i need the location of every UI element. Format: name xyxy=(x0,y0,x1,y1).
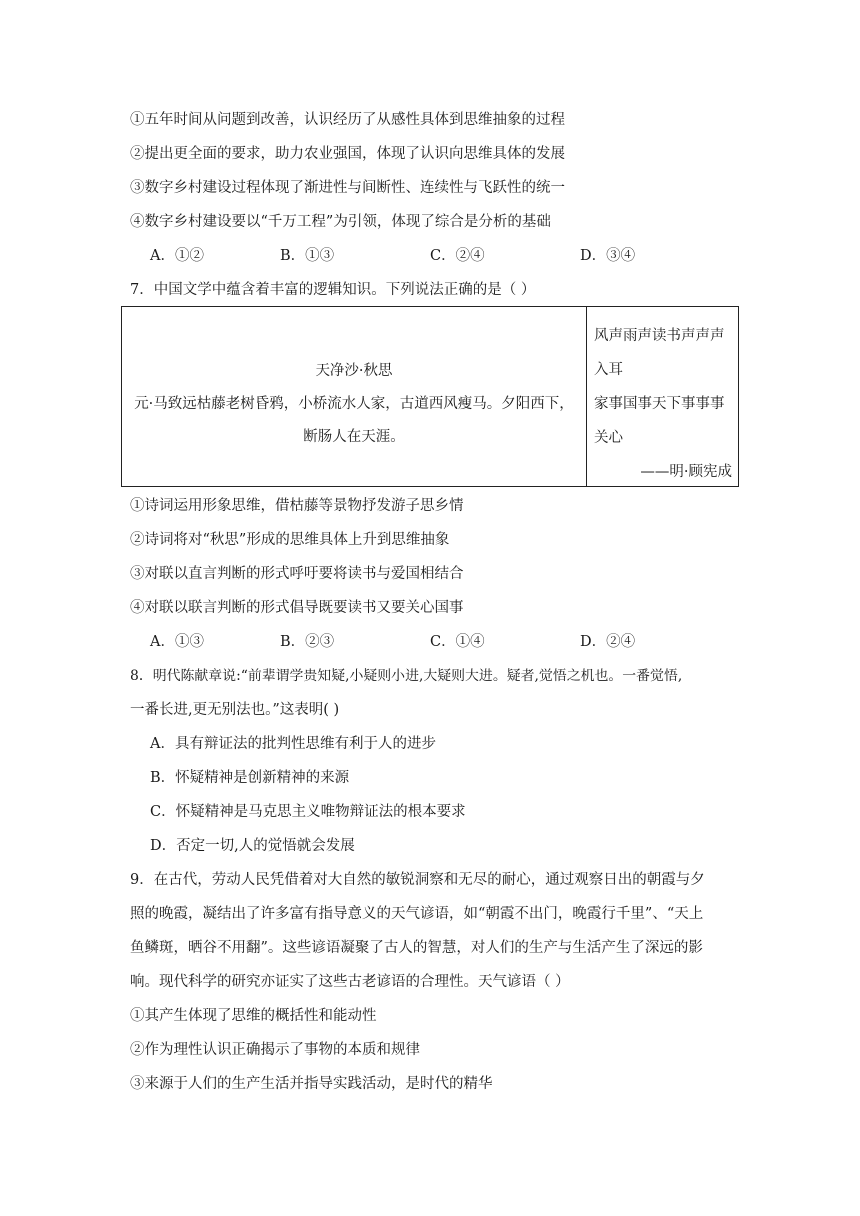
q6-option-b[interactable]: B．①③ xyxy=(280,248,335,264)
q7-stem: 7．中国文学中蕴含着丰富的逻辑知识。下列说法正确的是（ ） xyxy=(130,282,536,298)
q9-statement-3: ③来源于人们的生产生活并指导实践活动，是时代的精华 xyxy=(130,1076,493,1092)
q7-option-b[interactable]: B．②③ xyxy=(280,634,335,650)
q9-stem-line-1: 9．在古代，劳动人民凭借着对大自然的敏锐洞察和无尽的耐心，通过观察日出的朝霞与夕 xyxy=(130,872,705,888)
q6-statement-2: ②提出更全面的要求，助力农业强国，体现了认识向思维具体的发展 xyxy=(130,146,565,162)
q7-option-a[interactable]: A．①③ xyxy=(150,634,204,650)
q9-stem-line-4: 响。现代科学的研究亦证实了这些古老谚语的合理性。天气谚语（ ） xyxy=(130,974,570,990)
table-divider xyxy=(586,307,587,486)
couplet-cell xyxy=(594,319,734,489)
q9-stem-line-3: 鱼鳞斑，晒谷不用翻”。这些谚语凝聚了古人的智慧，对人们的生产与生活产生了深远的影 xyxy=(130,940,703,956)
q8-stem-line-1: 8．明代陈献章说:“前辈谓学贵知疑,小疑则小进,大疑则大进。疑者,觉悟之机也。一番觉悟, xyxy=(130,668,683,684)
couplet-line-4: 关心 xyxy=(594,430,623,446)
q6-option-a[interactable]: A．①② xyxy=(150,248,204,264)
poem-cell xyxy=(122,355,586,454)
poem-line-1: 元·马致远枯藤老树昏鸦，小桥流水人家，古道西风瘦马。夕阳西下， xyxy=(134,396,574,412)
q7-statement-4: ④对联以联言判断的形式倡导既要读书又要关心国事 xyxy=(130,600,464,616)
poem-line-2: 断肠人在天涯。 xyxy=(303,429,405,445)
q8-option-d[interactable]: D．否定一切,人的觉悟就会发展 xyxy=(150,838,355,854)
q7-option-d[interactable]: D．②④ xyxy=(580,634,636,650)
q9-statement-2: ②作为理性认识正确揭示了事物的本质和规律 xyxy=(130,1042,420,1058)
q7-option-c[interactable]: C．①④ xyxy=(430,634,485,650)
q9-statement-1: ①其产生体现了思维的概括性和能动性 xyxy=(130,1008,377,1024)
couplet-line-2: 入耳 xyxy=(594,362,623,378)
q9-stem-line-2: 照的晚霞，凝结出了许多富有指导意义的天气谚语，如“朝霞不出门，晚霞行千里”、“天上 xyxy=(130,906,704,922)
poem-table xyxy=(121,306,739,487)
couplet-line-3: 家事国事天下事事事 xyxy=(594,396,725,412)
q8-stem-line-2: 一番长进,更无别法也。”这表明( ) xyxy=(130,702,340,718)
q8-option-a[interactable]: A．具有辩证法的批判性思维有利于人的进步 xyxy=(150,736,436,752)
q7-statement-1: ①诗词运用形象思维，借枯藤等景物抒发游子思乡情 xyxy=(130,498,464,514)
couplet-line-1: 风声雨声读书声声声 xyxy=(594,328,725,344)
q6-option-c[interactable]: C．②④ xyxy=(430,248,485,264)
q6-statement-1: ①五年时间从问题到改善，认识经历了从感性具体到思维抽象的过程 xyxy=(130,112,565,128)
q8-option-c[interactable]: C．怀疑精神是马克思主义唯物辩证法的根本要求 xyxy=(150,804,466,820)
q8-option-b[interactable]: B．怀疑精神是创新精神的来源 xyxy=(150,770,350,786)
q7-statement-2: ②诗词将对“秋思”形成的思维具体上升到思维抽象 xyxy=(130,532,450,548)
q6-option-d[interactable]: D．③④ xyxy=(580,248,636,264)
q7-statement-3: ③对联以直言判断的形式呼吁要将读书与爱国相结合 xyxy=(130,566,464,582)
q6-statement-3: ③数字乡村建设过程体现了渐进性与间断性、连续性与飞跃性的统一 xyxy=(130,180,565,196)
poem-title: 天净沙·秋思 xyxy=(315,363,393,379)
q6-statement-4: ④数字乡村建设要以“千万工程”为引领，体现了综合是分析的基础 xyxy=(130,214,551,230)
couplet-author: ——明·顾宪成 xyxy=(640,464,732,480)
